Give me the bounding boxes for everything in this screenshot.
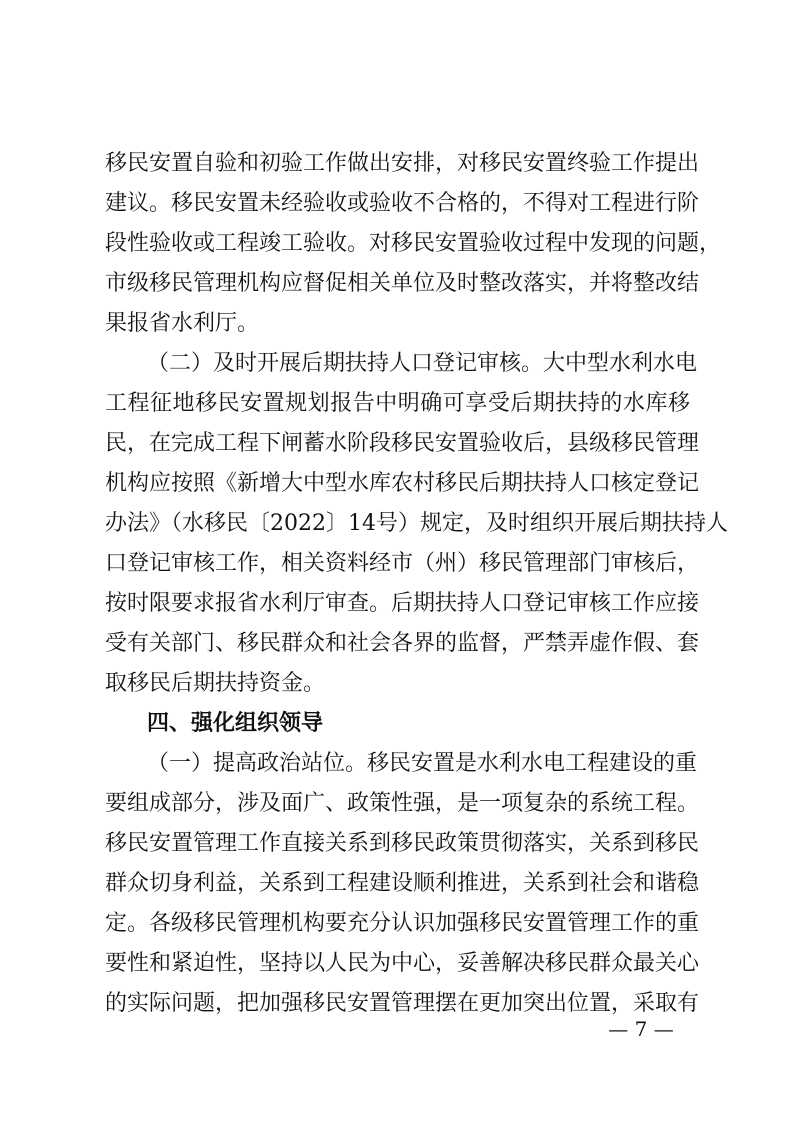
text-line: 受有关部门、移民群众和社会各界的监督，严禁弄虚作假、套: [105, 631, 700, 656]
text-line: 果报省水利厅。: [105, 311, 260, 336]
text-line: 的实际问题，把加强移民安置管理摆在更加突出位置，采取有: [105, 991, 700, 1016]
text-line: 工程征地移民安置规划报告中明确可享受后期扶持的水库移: [105, 391, 690, 416]
text-line: 定。各级移民管理机构要充分认识加强移民安置管理工作的重: [105, 911, 700, 936]
text-line: 口登记审核工作，相关资料经市（州）移民管理部门审核后，: [105, 551, 700, 576]
text-line: 取移民后期扶持资金。: [105, 671, 326, 696]
section-heading-2-paragraph: （二）及时开展后期扶持人口登记审核。大中型水利水电: [147, 351, 698, 376]
text-line: 市级移民管理机构应督促相关单位及时整改落实，并将整改结: [105, 271, 700, 296]
text-line: 办法》（水移民〔2022〕14号）规定，及时组织开展后期扶持人: [105, 511, 728, 536]
text-line: 段性验收或工程竣工验收。对移民安置验收过程中发现的问题，: [105, 231, 722, 256]
text-line: 民，在完成工程下闸蓄水阶段移民安置验收后，县级移民管理: [105, 431, 700, 456]
text-line: 机构应按照《新增大中型水库农村移民后期扶持人口核定登记: [105, 471, 700, 496]
text-line: 按时限要求报省水利厅审查。后期扶持人口登记审核工作应接: [105, 591, 700, 616]
text-line: 移民安置自验和初验工作做出安排，对移民安置终验工作提出: [105, 151, 700, 176]
text-line: 建议。移民安置未经验收或验收不合格的，不得对工程进行阶: [105, 191, 700, 216]
text-line: 要组成部分，涉及面广、政策性强，是一项复杂的系统工程。: [105, 791, 700, 816]
text-line: 移民安置管理工作直接关系到移民政策贯彻落实，关系到移民: [105, 831, 700, 856]
page-number: — 7 —: [608, 1017, 674, 1041]
text-line: 要性和紧迫性，坚持以人民为中心，妥善解决移民群众最关心: [105, 951, 700, 976]
text-line: 群众切身利益，关系到工程建设顺利推进，关系到社会和谐稳: [105, 871, 700, 896]
section-heading: 四、强化组织领导: [147, 711, 324, 736]
subsection-paragraph: （一）提高政治站位。移民安置是水利水电工程建设的重: [147, 751, 698, 776]
